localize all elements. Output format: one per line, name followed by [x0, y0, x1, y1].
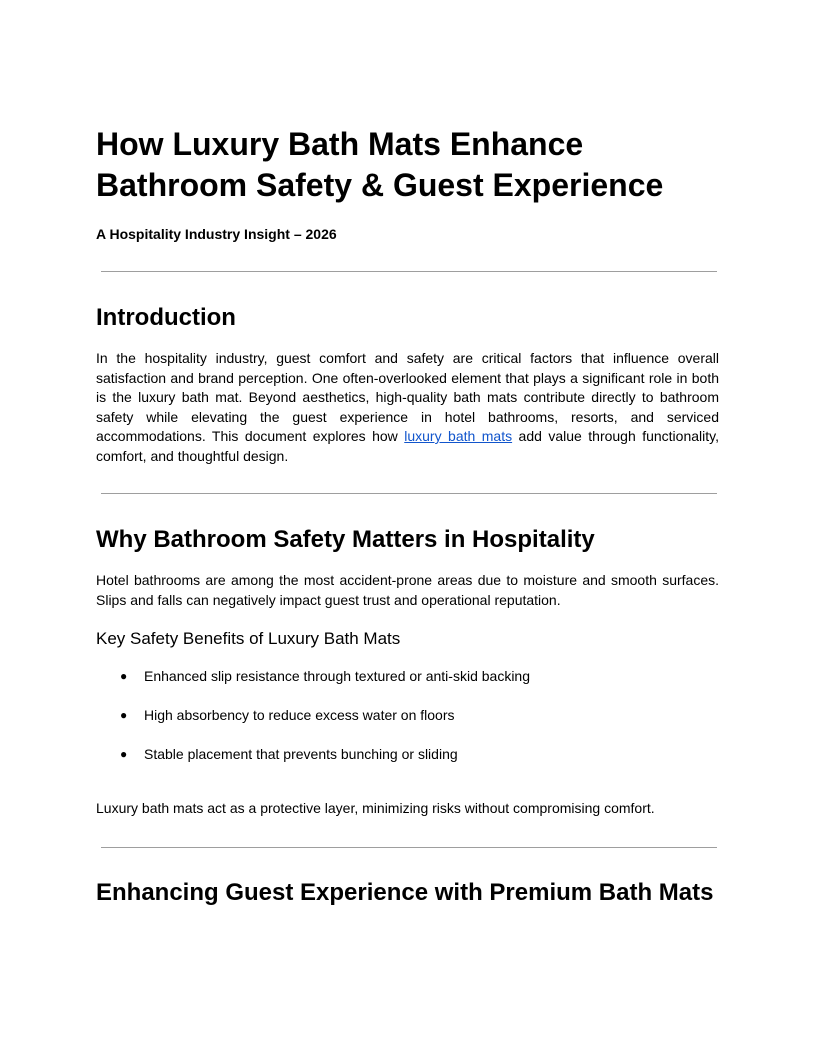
divider: [101, 847, 717, 848]
list-item-text: Stable placement that prevents bunching or sliding: [144, 746, 458, 762]
heading-guest-experience: Enhancing Guest Experience with Premium Bath Mats: [96, 879, 714, 906]
safety-closing-paragraph: Luxury bath mats act as a protective layer, minimizing risks without compromising comfort.: [96, 800, 655, 816]
list-item-text: Enhanced slip resistance through textured or anti-skid backing: [144, 668, 530, 684]
list-item: [96, 705, 719, 744]
bullet-icon: ●: [120, 708, 128, 722]
divider: [101, 493, 717, 494]
list-item: [96, 666, 719, 705]
introduction-text-end: add value through functionality, comfort, and thoughtful design.: [96, 428, 719, 464]
introduction-text-start: In the hospitality industry, guest comfort and safety are critical factors that influence overall satisfaction and brand perception. One often-overlooked element that plays a significant role in both is the luxury bath mat. Beyond aesthetics, high-quality bath mats contribute directly to bathroom safety while elevating the guest experience in hotel bathrooms, resorts, and serviced accommodations. This document explores how: [96, 350, 719, 444]
document-title: How Luxury Bath Mats Enhance Bathroom Safety & Guest Experience: [96, 126, 664, 203]
bullet-icon: ●: [120, 747, 128, 761]
heading-bathroom-safety: Why Bathroom Safety Matters in Hospitality: [96, 526, 595, 553]
bullet-icon: ●: [120, 669, 128, 683]
divider: [101, 271, 717, 272]
document-subtitle: A Hospitality Industry Insight – 2026: [96, 226, 337, 242]
list-item-text: High absorbency to reduce excess water on floors: [144, 707, 455, 723]
subheading-key-safety-benefits: Key Safety Benefits of Luxury Bath Mats: [96, 629, 401, 648]
bathroom-safety-paragraph: Hotel bathrooms are among the most accident-prone areas due to moisture and smooth surfaces. Slips and falls can negatively impact guest trust and operational reputation.: [96, 572, 719, 608]
safety-benefits-list: [96, 666, 719, 783]
heading-introduction: Introduction: [96, 304, 236, 331]
list-item: [96, 744, 719, 783]
luxury-bath-mats-link[interactable]: luxury bath mats: [404, 428, 513, 444]
introduction-paragraph: [96, 349, 719, 466]
